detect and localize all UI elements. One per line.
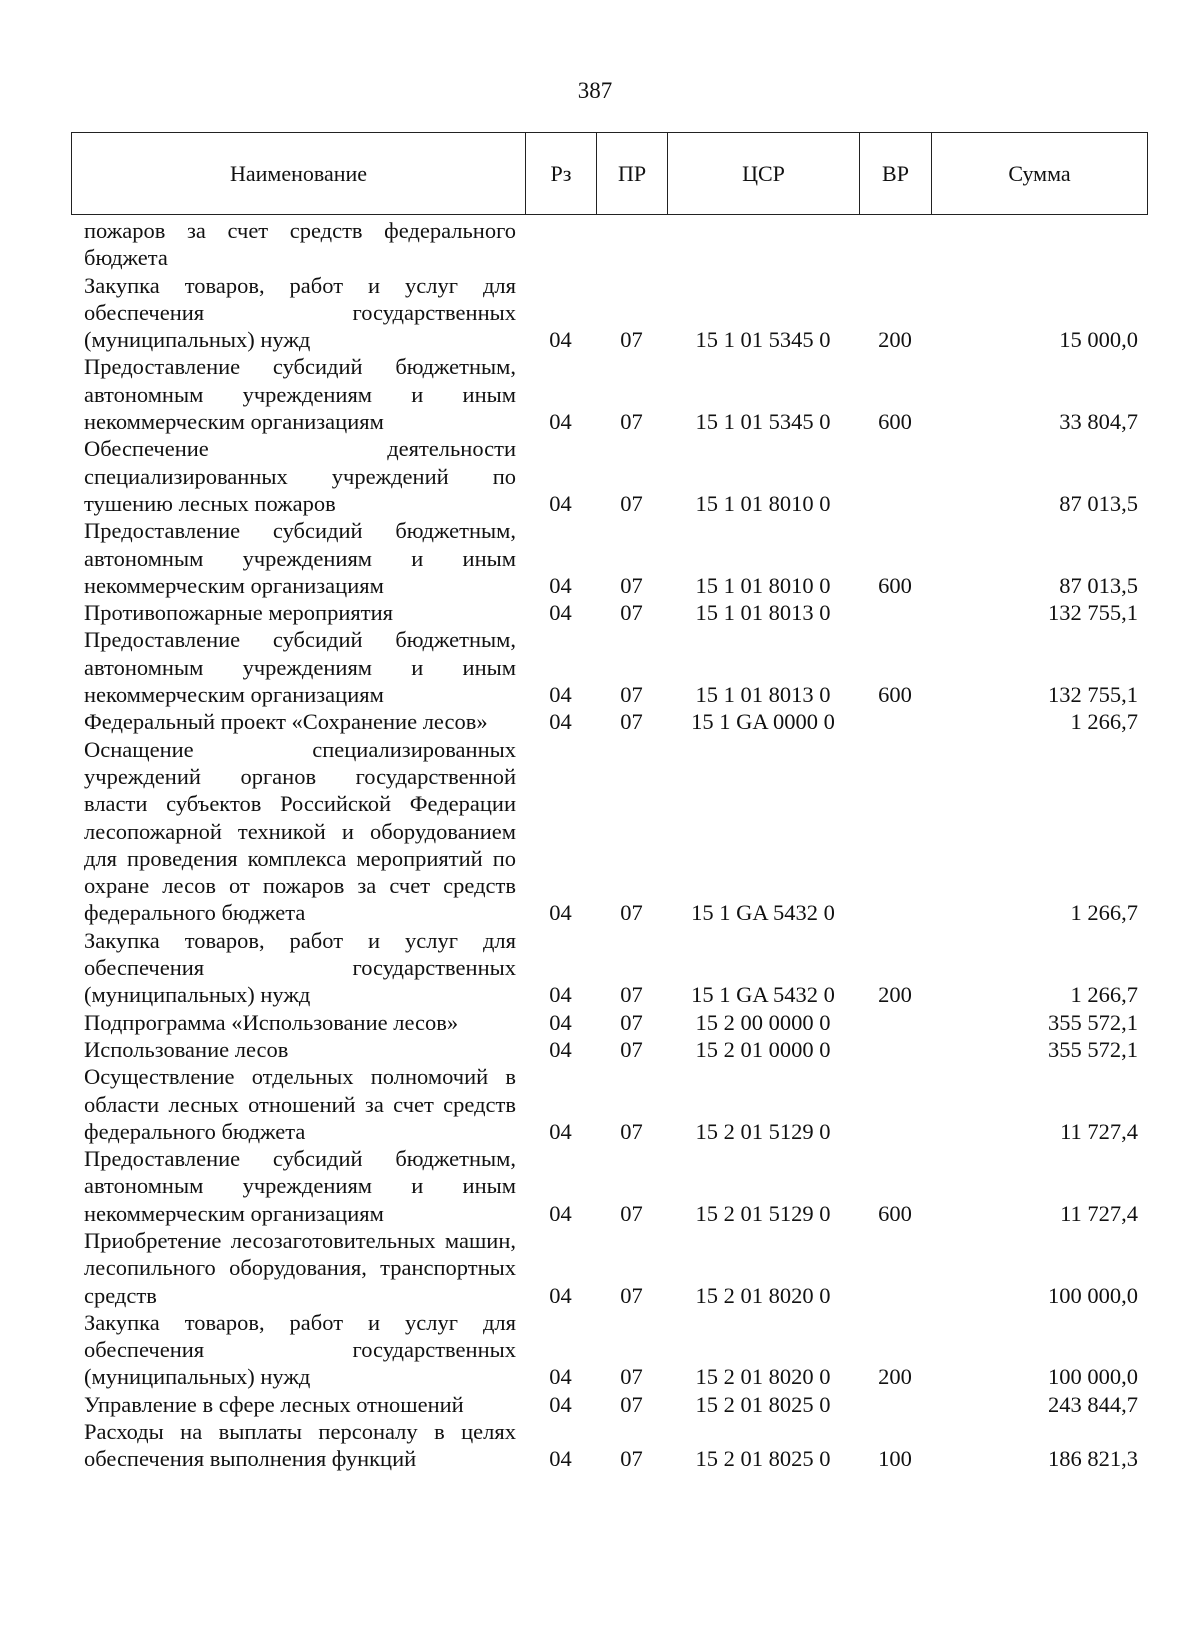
header-vr: ВР <box>860 133 932 214</box>
row-name: Оснащение специализированных учреждений органов государственной власти субъектов Российской Федерации лесопожарной техникой и оборудованием для проведения комплекса мероприятий по охране лесов от пожаров за счет средств федерального бюджета <box>84 736 516 926</box>
row-sum: 1 266,7 <box>1070 900 1138 926</box>
row-csr: 15 1 GA 0000 0 <box>691 709 835 735</box>
row-pr: 07 <box>620 572 643 598</box>
row-name: Противопожарные мероприятия <box>84 600 393 626</box>
row-name: Использование лесов <box>84 1036 289 1062</box>
table-row <box>71 626 1148 708</box>
row-name: Предоставление субсидий бюджетным, автономным учреждениям и иным некоммерческим организациям <box>84 354 516 435</box>
table-row <box>71 1227 1148 1309</box>
row-csr: 15 2 01 0000 0 <box>695 1036 831 1062</box>
row-name: Федеральный проект «Сохранение лесов» <box>84 709 488 735</box>
row-rz: 04 <box>549 1391 572 1417</box>
row-sum: 355 572,1 <box>1048 1009 1138 1035</box>
row-vr: 600 <box>878 682 912 708</box>
header-csr: ЦСР <box>668 133 860 214</box>
row-name: Закупка товаров, работ и услуг для обеспечения государственных (муниципальных) нужд <box>84 1309 516 1390</box>
row-name: Приобретение лесозаготовительных машин, лесопильного оборудования, транспортных средств <box>84 1227 516 1308</box>
table-row <box>71 272 1148 354</box>
row-sum: 1 266,7 <box>1070 709 1138 735</box>
row-pr: 07 <box>620 1009 643 1035</box>
row-name: Закупка товаров, работ и услуг для обеспечения государственных (муниципальных) нужд <box>84 272 516 353</box>
row-csr: 15 2 01 8025 0 <box>695 1391 831 1417</box>
row-pr: 07 <box>620 709 643 735</box>
row-pr: 07 <box>620 1036 643 1062</box>
table-row <box>71 517 1148 599</box>
row-name: Предоставление субсидий бюджетным, автономным учреждениям и иным некоммерческим организациям <box>84 1146 516 1226</box>
row-pr: 07 <box>620 409 643 435</box>
row-rz: 04 <box>549 327 572 353</box>
row-pr: 07 <box>620 1446 643 1472</box>
row-pr: 07 <box>620 900 643 926</box>
row-csr: 15 1 GA 5432 0 <box>691 982 835 1008</box>
row-vr: 100 <box>878 1446 912 1472</box>
row-csr: 15 2 01 8020 0 <box>695 1364 831 1390</box>
table-row <box>71 927 1148 1009</box>
row-vr: 200 <box>878 1364 912 1390</box>
header-sum: Сумма <box>1008 160 1071 186</box>
row-vr: 200 <box>878 327 912 353</box>
table-row <box>71 599 1148 626</box>
table-row <box>71 1391 1148 1418</box>
row-pr: 07 <box>620 490 643 516</box>
row-sum: 132 755,1 <box>1048 682 1138 708</box>
table-row <box>71 1063 1148 1145</box>
row-name: пожаров за счет средств федерального бюджета <box>84 218 516 271</box>
header-rz: Рз <box>526 133 597 214</box>
row-sum: 186 821,3 <box>1048 1446 1138 1472</box>
table-row <box>71 1009 1148 1036</box>
row-name: Предоставление субсидий бюджетным, автономным учреждениям и иным некоммерческим организациям <box>84 627 516 708</box>
row-rz: 04 <box>549 1118 572 1144</box>
header-pr: ПР <box>597 133 668 214</box>
row-rz: 04 <box>549 1282 572 1308</box>
row-rz: 04 <box>549 1446 572 1472</box>
row-csr: 15 1 01 5345 0 <box>695 327 831 353</box>
row-pr: 07 <box>620 1200 643 1226</box>
row-pr: 07 <box>620 1364 643 1390</box>
table-body <box>71 217 1148 1473</box>
row-rz: 04 <box>549 682 572 708</box>
row-pr: 07 <box>620 1118 643 1144</box>
row-sum: 1 266,7 <box>1070 982 1138 1008</box>
row-csr: 15 1 01 8013 0 <box>695 600 831 626</box>
row-rz: 04 <box>549 1009 572 1035</box>
row-pr: 07 <box>620 682 643 708</box>
row-name: Закупка товаров, работ и услуг для обеспечения государственных (муниципальных) нужд <box>84 927 516 1008</box>
row-csr: 15 2 01 8020 0 <box>695 1282 831 1308</box>
row-rz: 04 <box>549 900 572 926</box>
row-sum: 87 013,5 <box>1059 490 1138 516</box>
row-csr: 15 1 01 8010 0 <box>695 572 831 598</box>
row-csr: 15 1 01 8010 0 <box>695 490 831 516</box>
table-row <box>71 1418 1148 1473</box>
table-row <box>71 1309 1148 1391</box>
row-csr: 15 2 01 8025 0 <box>695 1446 831 1472</box>
row-sum: 87 013,5 <box>1059 572 1138 598</box>
row-vr: 200 <box>878 982 912 1008</box>
row-rz: 04 <box>549 409 572 435</box>
row-csr: 15 2 01 5129 0 <box>695 1118 831 1144</box>
row-pr: 07 <box>620 600 643 626</box>
row-name: Осуществление отдельных полномочий в области лесных отношений за счет средств федерального бюджета <box>84 1064 516 1144</box>
row-csr: 15 2 01 5129 0 <box>695 1200 831 1226</box>
row-sum: 11 727,4 <box>1060 1118 1138 1144</box>
row-name: Обеспечение деятельности специализированных учреждений по тушению лесных пожаров <box>84 436 516 516</box>
row-vr: 600 <box>878 409 912 435</box>
row-sum: 132 755,1 <box>1048 600 1138 626</box>
row-rz: 04 <box>549 1200 572 1226</box>
row-rz: 04 <box>549 982 572 1008</box>
row-pr: 07 <box>620 1282 643 1308</box>
row-rz: 04 <box>549 1036 572 1062</box>
table-row <box>71 353 1148 435</box>
row-name: Расходы на выплаты персоналу в целях обеспечения выполнения функций <box>84 1419 516 1472</box>
row-name: Управление в сфере лесных отношений <box>84 1391 464 1417</box>
row-rz: 04 <box>549 572 572 598</box>
row-rz: 04 <box>549 1364 572 1390</box>
row-sum: 15 000,0 <box>1059 327 1138 353</box>
row-sum: 33 804,7 <box>1059 409 1138 435</box>
row-pr: 07 <box>620 982 643 1008</box>
header-name: Наименование <box>72 133 526 214</box>
row-sum: 243 844,7 <box>1048 1391 1138 1417</box>
table-row <box>71 708 1148 735</box>
row-name: Подпрограмма «Использование лесов» <box>84 1009 459 1035</box>
row-rz: 04 <box>549 600 572 626</box>
table-row <box>71 1145 1148 1227</box>
row-sum: 100 000,0 <box>1048 1282 1138 1308</box>
row-csr: 15 1 01 8013 0 <box>695 682 831 708</box>
row-name: Предоставление субсидий бюджетным, автономным учреждениям и иным некоммерческим организациям <box>84 518 516 598</box>
row-rz: 04 <box>549 709 572 735</box>
table-row <box>71 736 1148 927</box>
row-rz: 04 <box>549 490 572 516</box>
table-row <box>71 217 1148 272</box>
row-vr: 600 <box>878 572 912 598</box>
row-csr: 15 1 01 5345 0 <box>695 409 831 435</box>
row-csr: 15 2 00 0000 0 <box>695 1009 831 1035</box>
table-header <box>71 132 1148 215</box>
row-pr: 07 <box>620 1391 643 1417</box>
row-vr: 600 <box>878 1200 912 1226</box>
row-csr: 15 1 GA 5432 0 <box>691 900 835 926</box>
row-pr: 07 <box>620 327 643 353</box>
table-row <box>71 1036 1148 1063</box>
table-row <box>71 435 1148 517</box>
page-number: 387 <box>577 78 613 103</box>
row-sum: 100 000,0 <box>1048 1364 1138 1390</box>
row-sum: 355 572,1 <box>1048 1036 1138 1062</box>
row-sum: 11 727,4 <box>1060 1200 1138 1226</box>
